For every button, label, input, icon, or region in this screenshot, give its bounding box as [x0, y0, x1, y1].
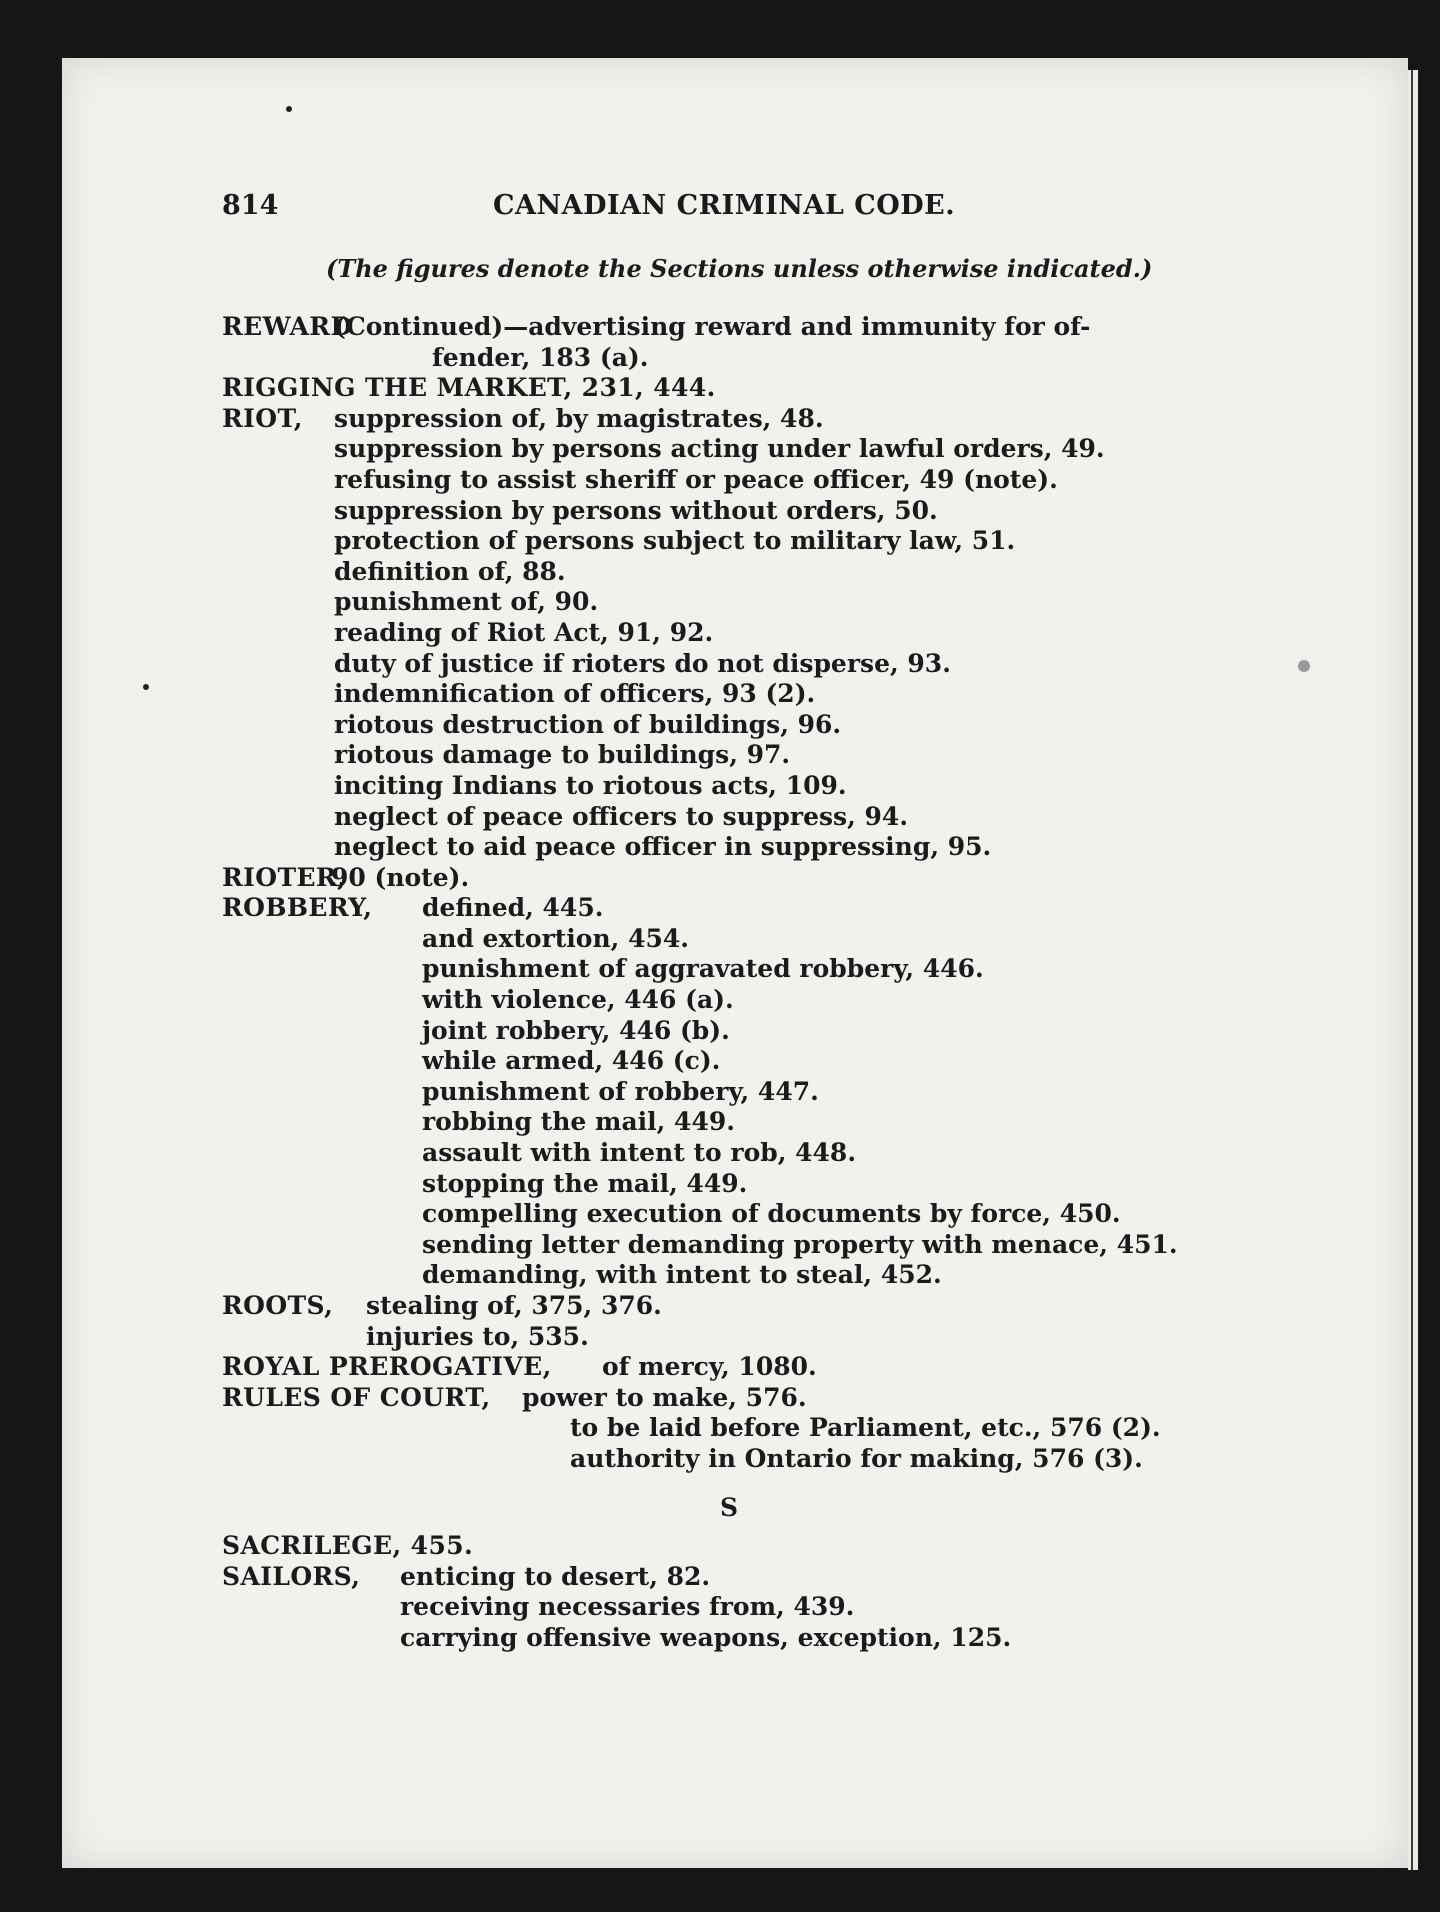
entry-subline: refusing to assist sheriff or peace officer, 49 (note). — [334, 464, 1058, 494]
index-line — [0, 1562, 1400, 1593]
entry-text: (Continued)—advertising reward and immunity for of- — [334, 312, 1091, 341]
index-line — [0, 1046, 1400, 1077]
index-line — [0, 312, 1400, 343]
entry-heading: ROOTS, — [222, 1291, 334, 1320]
entry-subline: injuries to, 535. — [366, 1321, 589, 1351]
entry-subline: duty of justice if rioters do not disperse, 93. — [334, 648, 951, 678]
index-entry — [0, 404, 1400, 863]
section-letter-text: S — [720, 1492, 739, 1522]
index-line — [0, 1291, 1400, 1322]
entry-subline: neglect to aid peace officer in suppressing, 95. — [334, 832, 992, 862]
entry-text: suppression of, by magistrates, 48. — [334, 403, 824, 433]
entry-subline: compelling execution of documents by force, 450. — [422, 1199, 1121, 1229]
index-line — [0, 587, 1400, 618]
entry-heading: RIGGING THE MARKET, 231, 444. — [222, 373, 716, 403]
entry-subline: indemnification of officers, 93 (2). — [334, 679, 816, 709]
index-line — [0, 1230, 1400, 1261]
index-line — [0, 863, 1400, 894]
entry-subline: robbing the mail, 449. — [422, 1107, 735, 1137]
entry-subline: inciting Indians to riotous acts, 109. — [334, 770, 847, 800]
entry-subline: punishment of aggravated robbery, 446. — [422, 954, 984, 984]
page-number: 814 — [222, 190, 279, 221]
index-line — [0, 1169, 1400, 1200]
index-entry — [0, 863, 1400, 894]
entry-heading: SACRILEGE, 455. — [222, 1531, 474, 1561]
index-line — [0, 1322, 1400, 1353]
entry-subline: fender, 183 (a). — [432, 342, 649, 372]
entry-subline: suppression by persons without orders, 50. — [334, 495, 938, 525]
entry-subline: receiving necessaries from, 439. — [400, 1592, 855, 1622]
index-line — [0, 1107, 1400, 1138]
index-line — [0, 373, 1400, 404]
index-line — [0, 1016, 1400, 1047]
entry-heading: ROYAL PREROGATIVE, — [222, 1352, 552, 1382]
entry-heading: RIOTER, — [222, 862, 347, 892]
index-line — [0, 1444, 1400, 1475]
index-line — [0, 1138, 1400, 1169]
entry-subline: riotous damage to buildings, 97. — [334, 740, 791, 770]
index-entry — [0, 312, 1400, 373]
index-line — [0, 893, 1400, 924]
entry-heading: ROBBERY, — [222, 893, 373, 923]
entry-subline: neglect of peace officers to suppress, 94. — [334, 801, 909, 831]
entry-text: power to make, 576. — [522, 1382, 807, 1412]
index-line — [0, 679, 1400, 710]
entry-subline: demanding, with intent to steal, 452. — [422, 1260, 942, 1290]
entry-subline: assault with intent to rob, 448. — [422, 1138, 857, 1168]
entry-heading: SAILORS, — [222, 1561, 361, 1591]
index-entry — [0, 373, 1400, 404]
index-line — [0, 1592, 1400, 1623]
index-entries — [0, 312, 1400, 1654]
index-line — [0, 1383, 1400, 1414]
entry-subline: suppression by persons acting under lawful orders, 49. — [334, 434, 1105, 464]
section-letter — [0, 1493, 1400, 1524]
index-line — [0, 496, 1400, 527]
entry-text: enticing to desert, 82. — [400, 1561, 711, 1591]
entry-subline: carrying offensive weapons, exception, 125. — [400, 1622, 1012, 1652]
index-line — [0, 1260, 1400, 1291]
entry-subline: sending letter demanding property with menace, 451. — [422, 1229, 1178, 1259]
index-line — [0, 649, 1400, 680]
entry-subline: and extortion, 454. — [422, 923, 689, 953]
index-entry — [0, 1383, 1400, 1475]
entry-subline: punishment of robbery, 447. — [422, 1076, 819, 1106]
index-entry — [0, 1291, 1400, 1352]
page-title: CANADIAN CRIMINAL CODE. — [493, 190, 956, 221]
index-line — [0, 526, 1400, 557]
index-line — [0, 404, 1400, 435]
index-line — [0, 710, 1400, 741]
index-line — [0, 1531, 1400, 1562]
index-line — [0, 1413, 1400, 1444]
entry-subline: riotous destruction of buildings, 96. — [334, 709, 842, 739]
index-line — [0, 557, 1400, 588]
entry-heading: REWARD — [222, 312, 353, 341]
index-line — [0, 1077, 1400, 1108]
index-line — [0, 434, 1400, 465]
index-line — [0, 465, 1400, 496]
entry-text: 90 (note). — [331, 862, 470, 892]
index-entry — [0, 893, 1400, 1291]
index-line — [0, 954, 1400, 985]
index-line — [0, 740, 1400, 771]
index-line — [0, 618, 1400, 649]
index-entry — [0, 1562, 1400, 1654]
entry-subline: authority in Ontario for making, 576 (3). — [570, 1443, 1143, 1473]
index-line — [0, 924, 1400, 955]
entry-subline: stopping the mail, 449. — [422, 1168, 748, 1198]
index-entry — [0, 1352, 1400, 1383]
page-subtitle: (The figures denote the Sections unless otherwise indicated.) — [326, 254, 1153, 283]
entry-subline: to be laid before Parliament, etc., 576 (2). — [570, 1413, 1161, 1443]
entry-text: of mercy, 1080. — [602, 1352, 817, 1382]
index-entry — [0, 1531, 1400, 1562]
index-line — [0, 802, 1400, 833]
entry-heading: RULES OF COURT, — [222, 1382, 491, 1412]
speck — [286, 106, 292, 112]
index-line — [0, 1623, 1400, 1654]
index-line — [0, 343, 1400, 374]
entry-subline: while armed, 446 (c). — [422, 1046, 721, 1076]
entry-text: defined, 445. — [422, 893, 604, 923]
index-line — [0, 771, 1400, 802]
entry-heading: RIOT, — [222, 403, 303, 433]
index-line — [0, 1352, 1400, 1383]
entry-subline: definition of, 88. — [334, 556, 566, 586]
entry-subline: reading of Riot Act, 91, 92. — [334, 617, 714, 647]
entry-subline: joint robbery, 446 (b). — [422, 1015, 730, 1045]
index-line — [0, 985, 1400, 1016]
entry-subline: with violence, 446 (a). — [422, 985, 734, 1015]
index-line — [0, 832, 1400, 863]
entry-subline: protection of persons subject to military law, 51. — [334, 526, 1016, 556]
entry-subline: punishment of, 90. — [334, 587, 599, 617]
page-edge — [1408, 70, 1418, 1870]
entry-text: stealing of, 375, 376. — [366, 1291, 662, 1320]
index-line — [0, 1199, 1400, 1230]
